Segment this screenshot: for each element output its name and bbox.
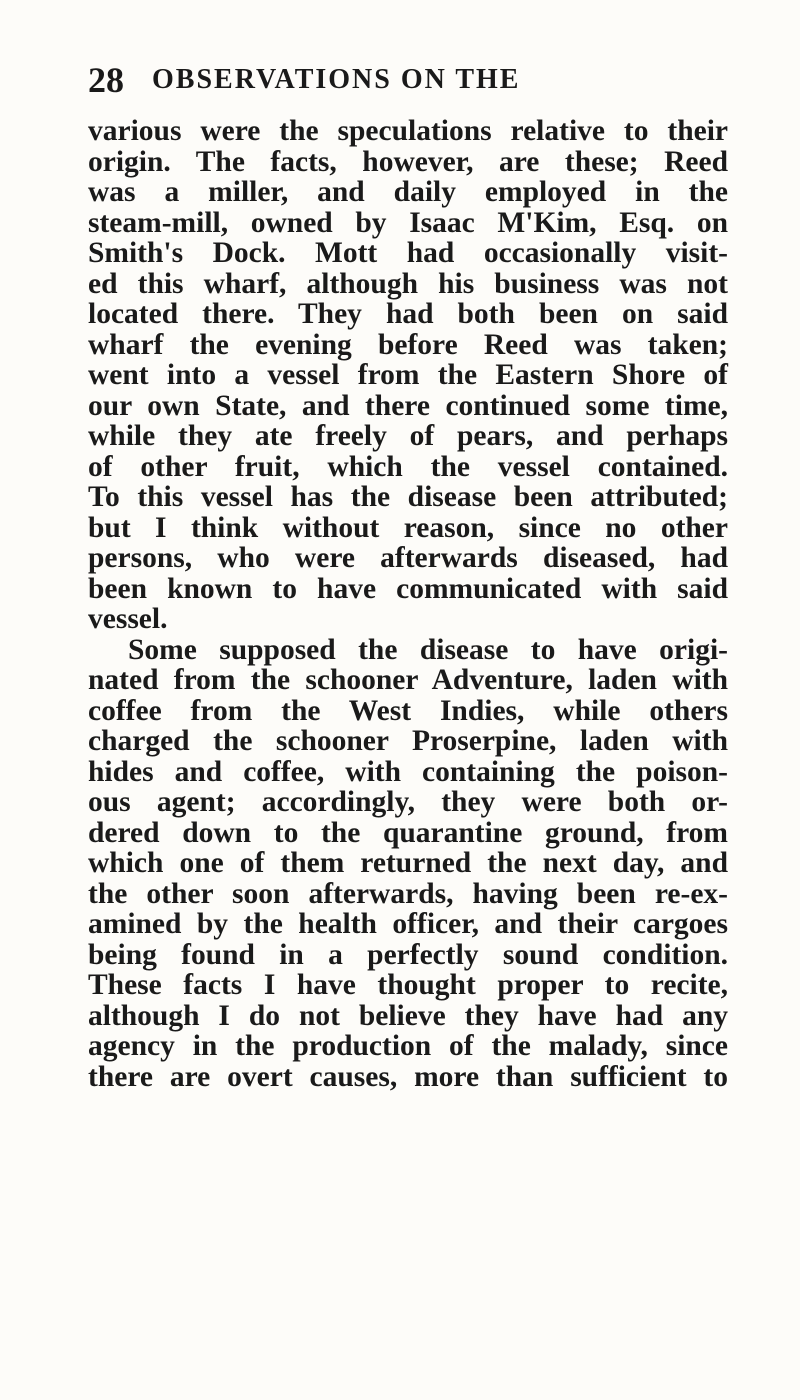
text-line: Smith's Dock. Mott had occasionally visit- bbox=[88, 237, 728, 269]
text-line: charged the schooner Proserpine, laden with bbox=[88, 725, 728, 757]
text-line: vessel. bbox=[88, 603, 168, 635]
text-line: our own State, and there continued some time, bbox=[88, 389, 728, 422]
text-line: agency in the production of the malady, since bbox=[88, 1030, 728, 1062]
text-line: while they ate freely of pears, and perhaps bbox=[88, 420, 728, 452]
text-line: Some supposed the disease to have origi- bbox=[128, 633, 728, 666]
text-line: nated from the schooner Adventure, laden with bbox=[88, 664, 728, 696]
text-line: but I think without reason, since no other bbox=[88, 511, 728, 544]
page-header bbox=[88, 60, 728, 100]
text-line: hides and coffee, with containing the poison- bbox=[88, 755, 728, 788]
text-line: being found in a perfectly sound condition. bbox=[88, 938, 728, 971]
paragraph bbox=[88, 635, 728, 1093]
text-line: there are overt causes, more than sufficient to bbox=[88, 1060, 728, 1093]
text-line: went into a vessel from the Eastern Shore of bbox=[88, 359, 728, 391]
text-line: coffee from the West Indies, while others bbox=[88, 694, 728, 727]
text-line: located there. They had both been on said bbox=[88, 298, 728, 330]
running-title: OBSERVATIONS ON THE bbox=[152, 64, 521, 95]
text-line: the other soon afterwards, having been re-ex- bbox=[88, 877, 728, 910]
paragraph bbox=[88, 116, 728, 635]
text-line: steam-mill, owned by Isaac M'Kim, Esq. on bbox=[88, 206, 728, 239]
text-line: To this vessel has the disease been attributed; bbox=[88, 481, 728, 513]
text-line: wharf the evening before Reed was taken; bbox=[88, 328, 728, 361]
text-line: amined by the health officer, and their cargoes bbox=[88, 908, 728, 940]
text-line: various were the speculations relative to their bbox=[88, 115, 728, 147]
text-line: These facts I have thought proper to recite, bbox=[88, 969, 728, 1001]
text-line: ed this wharf, although his business was not bbox=[88, 267, 728, 300]
text-line: dered down to the quarantine ground, from bbox=[88, 816, 728, 849]
text-line: been known to have communicated with said bbox=[88, 572, 728, 605]
page-number: 28 bbox=[88, 60, 124, 100]
text-line: of other fruit, which the vessel contained. bbox=[88, 450, 728, 483]
text-line: although I do not believe they have had any bbox=[88, 999, 728, 1032]
text-line: persons, who were afterwards diseased, had bbox=[88, 542, 728, 574]
body-text bbox=[88, 116, 728, 1092]
text-line: origin. The facts, however, are these; Reed bbox=[88, 145, 728, 178]
text-line: was a miller, and daily employed in the bbox=[88, 176, 728, 208]
text-line: which one of them returned the next day, and bbox=[88, 847, 728, 879]
text-line: ous agent; accordingly, they were both or- bbox=[88, 786, 728, 818]
